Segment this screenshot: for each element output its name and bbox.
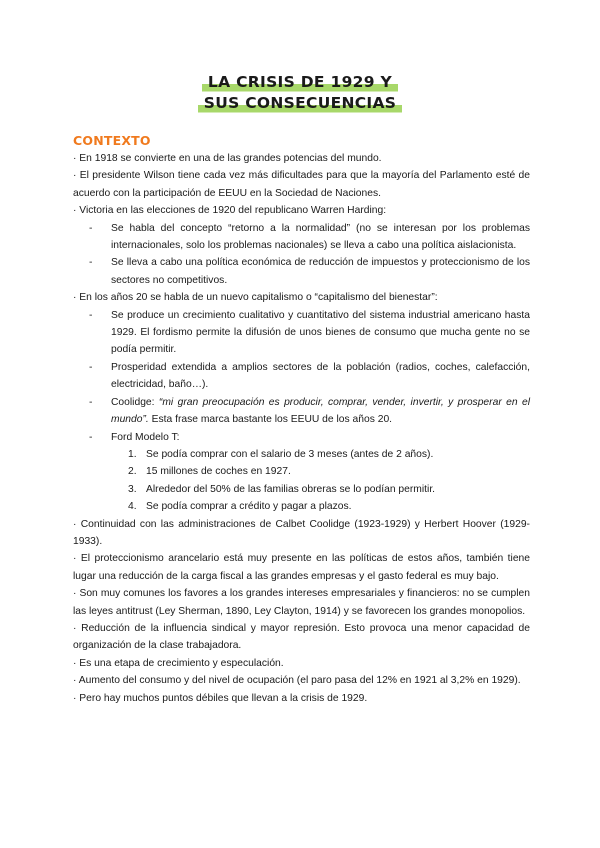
dash-bullet: - bbox=[89, 257, 93, 269]
numbered-item bbox=[128, 481, 530, 498]
item-number: 4. bbox=[128, 501, 137, 513]
document-body bbox=[73, 150, 530, 707]
list-item-text: Se habla del concepto “retorno a la normalidad” (no se interesan por los problemas internacionales, solo los problemas nacionales) se lleva a cabo una política aislacionista. bbox=[111, 222, 530, 252]
list-item-text: Se produce un crecimiento cualitativo y cuantitativo del sistema industrial americano hasta 1929. El fordismo permite la difusión de unos bienes de consumo que mucha gente no se podía permitir. bbox=[111, 309, 530, 356]
dash-bullet: - bbox=[89, 431, 93, 443]
dash-bullet: - bbox=[89, 309, 93, 321]
title-line-2: SUS CONSECUENCIAS bbox=[198, 93, 403, 114]
numbered-item-text: Se podía comprar con el salario de 3 meses (antes de 2 años). bbox=[146, 448, 434, 460]
paragraph: · Es una etapa de crecimiento y especulación. bbox=[73, 657, 284, 669]
numbered-item bbox=[128, 498, 530, 515]
numbered-item bbox=[128, 446, 530, 463]
numbered-item-text: Alrededor del 50% de las familias obreras se lo podían permitir. bbox=[146, 483, 436, 495]
paragraph: · Continuidad con las administraciones de Calbet Coolidge (1923-1929) y Herbert Hoover (1929-1933). bbox=[73, 518, 530, 547]
paragraph: · El presidente Wilson tiene cada vez más dificultades para que la mayoría del Parlamento esté de acuerdo con la participación de EEUU en la Sociedad de Naciones. bbox=[73, 170, 530, 199]
list-item-ford bbox=[89, 429, 530, 446]
list-item bbox=[89, 220, 530, 255]
numbered-item-text: Se podía comprar a crédito y pagar a plazos. bbox=[146, 501, 352, 513]
dash-bullet: - bbox=[89, 396, 93, 408]
paragraph: · En los años 20 se habla de un nuevo capitalismo o “capitalismo del bienestar”: bbox=[73, 292, 438, 304]
coolidge-quote: “mi gran preocupación es producir, comprar, vender, invertir, y prosperar en el mundo”. bbox=[111, 396, 530, 426]
paragraph: · Son muy comunes los favores a los grandes intereses empresariales y financieros: no se cumplen las leyes antitrust (Ley Sherman, 1890, Ley Clayton, 1914) y se favorecen los grandes monopolios. bbox=[73, 588, 530, 617]
list-item-text: Prosperidad extendida a amplios sectores de la población (radios, coches, calefacción, electricidad, baño…). bbox=[111, 361, 530, 391]
ford-label: Ford Modelo T: bbox=[111, 431, 180, 443]
section-heading: CONTEXTO bbox=[73, 133, 151, 148]
dash-bullet: - bbox=[89, 222, 93, 234]
list-item bbox=[89, 359, 530, 394]
coolidge-tail: Esta frase marca bastante los EEUU de los años 20. bbox=[148, 414, 393, 426]
paragraph: · Victoria en las elecciones de 1920 del republicano Warren Harding: bbox=[73, 205, 387, 217]
item-number: 3. bbox=[128, 483, 137, 495]
list-item bbox=[89, 307, 530, 359]
item-number: 2. bbox=[128, 466, 137, 478]
dash-bullet: - bbox=[89, 361, 93, 373]
title-line-1: LA CRISIS DE 1929 Y bbox=[202, 72, 398, 93]
list-item-text: Se lleva a cabo una política económica de reducción de impuestos y proteccionismo de los sectores no competitivos. bbox=[111, 257, 530, 286]
list-item bbox=[89, 254, 530, 289]
numbered-item-text: 15 millones de coches en 1927. bbox=[146, 466, 291, 478]
document-title bbox=[0, 72, 600, 114]
paragraph: · Pero hay muchos puntos débiles que llevan a la crisis de 1929. bbox=[73, 692, 368, 704]
paragraph: · El proteccionismo arancelario está muy presente en las políticas de estos años, también tiene lugar una reducción de la carga fiscal a las grandes empresas y el gasto federal es muy bajo. bbox=[73, 553, 530, 582]
paragraph: · Reducción de la influencia sindical y mayor represión. Esto provoca una menor capacidad de organización de la clase trabajadora. bbox=[73, 622, 530, 652]
paragraph: · En 1918 se convierte en una de las grandes potencias del mundo. bbox=[73, 153, 382, 164]
coolidge-lead: Coolidge: bbox=[111, 396, 159, 408]
numbered-item bbox=[128, 463, 530, 480]
list-item-coolidge bbox=[89, 394, 530, 429]
paragraph: · Aumento del consumo y del nivel de ocupación (el paro pasa del 12% en 1921 al 3,2% en 1929). bbox=[73, 675, 521, 687]
item-number: 1. bbox=[128, 448, 137, 460]
